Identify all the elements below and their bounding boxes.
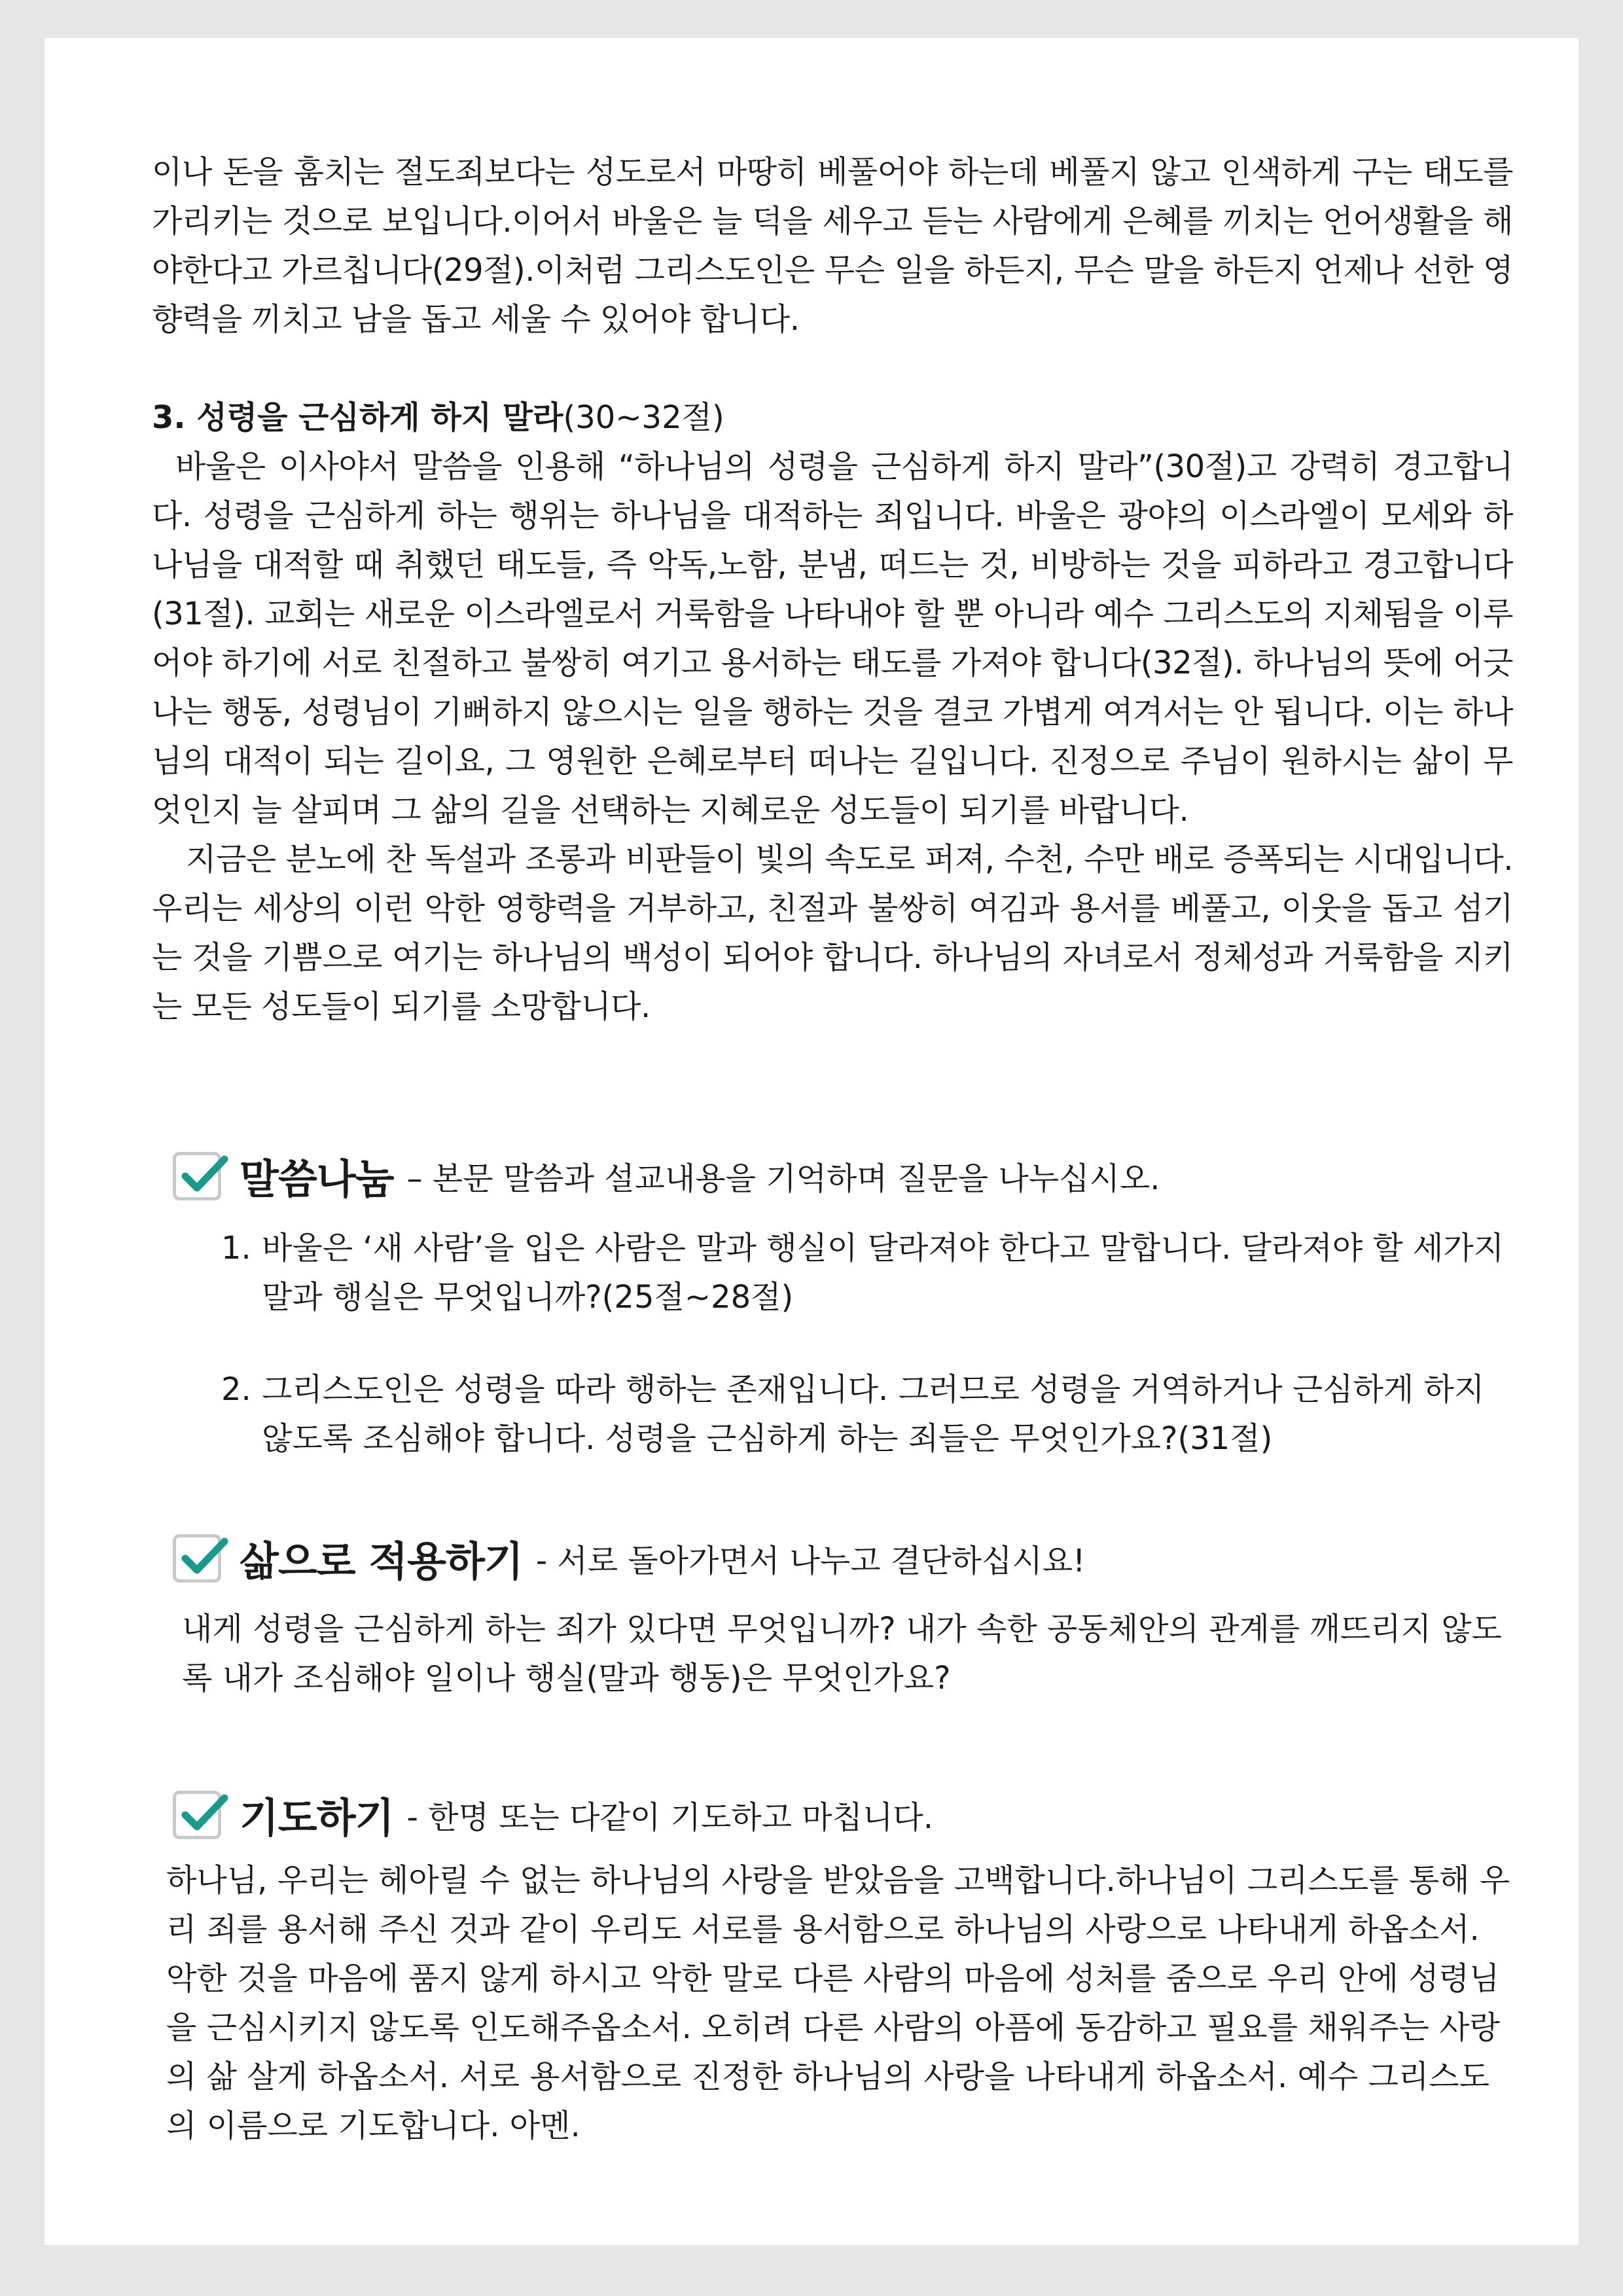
question-item xyxy=(221,1365,1524,1463)
checkbox-check-icon xyxy=(173,1152,221,1200)
question-number: 2. xyxy=(221,1371,251,1408)
sharing-title: 말씀나눔 xyxy=(240,1155,394,1203)
section-3-heading xyxy=(152,393,1513,442)
checkbox-check-icon xyxy=(173,1791,221,1839)
main-content xyxy=(152,148,1513,1031)
apply-subtitle: - 서로 돌아가면서 나누고 결단하십시요! xyxy=(535,1543,1086,1579)
apply-heading xyxy=(173,1529,1085,1587)
question-text: 그리스도인은 성령을 따라 행하는 존재입니다. 그러므로 성령을 거역하거나 근심하게 하지 않도록 조심해야 합니다. 성령을 근심하게 하는 죄들은 무엇인가요?(31절) xyxy=(262,1371,1485,1457)
check-mark-icon xyxy=(179,1149,228,1198)
prayer-text: 하나님, 우리는 헤아릴 수 없는 하나님의 사랑을 받았음을 고백합니다.하나님이 그리스도를 통해 우리 죄를 용서해 주신 것과 같이 우리도 서로를 용서함으로 하나님의 사랑으로 나타내게 하옵소서. 악한 것을 마음에 품지 않게 하시고 악한 말로 다른 사람의 마음에 성처를 줌으로 우리 안에 성령님을 근심시키지 않도록 인도해주옵소서. 오히려 다른 사람의 아픔에 동감하고 필요를 채워주는 사랑의 삶 살게 하옵소서. 서로 용서함으로 진정한 하나님의 사랑을 나타내게 하옵소서. 예수 그리스도의 이름으로 기도합니다. 아멘. xyxy=(166,1862,1510,2144)
question-text: 바울은 ‘새 사람’을 입은 사람은 말과 행실이 달라져야 한다고 말합니다. 달라져야 할 세가지 말과 행실은 무엇입니까?(25절~28절) xyxy=(262,1230,1505,1316)
apply-title: 삶으로 적용하기 xyxy=(240,1537,523,1585)
prayer-heading xyxy=(173,1785,933,1844)
intro-paragraph: 이나 돈을 훔치는 절도죄보다는 성도로서 마땅히 베풀어야 하는데 베풀지 않고 인색하게 구는 태도를 가리키는 것으로 보입니다.이어서 바울은 늘 덕을 세우고 듣는 사람에게 은혜를 끼치는 언어생활을 해야한다고 가르칩니다(29절).이처럼 그리스도인은 무슨 일을 하든지, 무슨 말을 하든지 언제나 선한 영향력을 끼치고 남을 돕고 세울 수 있어야 합니다. xyxy=(152,154,1513,338)
prayer-title: 기도하기 xyxy=(240,1794,394,1842)
section-3-paragraph-2: 지금은 분노에 찬 독설과 조롱과 비판들이 빛의 속도로 퍼져, 수천, 수만 배로 증폭되는 시대입니다. 우리는 세상의 이런 악한 영향력을 거부하고, 친절과 불쌍히 여김과 용서를 베풀고, 이웃을 돕고 섬기는 것을 기쁨으로 여기는 하나님의 백성이 되어야 합니다. 하나님의 자녀로서 정체성과 거룩함을 지키는 모든 성도들이 되기를 소망합니다. xyxy=(152,841,1513,1025)
apply-text: 내게 성령을 근심하게 하는 죄가 있다면 무엇입니까? 내가 속한 공동체안의 관계를 깨뜨리지 않도록 내가 조심해야 일이나 행실(말과 행동)은 무엇인가요? xyxy=(182,1611,1502,1696)
section-3-heading-ref: (30~32절) xyxy=(563,399,724,436)
question-list xyxy=(221,1224,1524,1463)
sharing-heading xyxy=(173,1147,1160,1205)
check-mark-icon xyxy=(179,1531,228,1581)
document-page xyxy=(45,38,1578,2245)
checkbox-check-icon xyxy=(173,1534,221,1583)
prayer-subtitle: - 한명 또는 다같이 기도하고 마칩니다. xyxy=(406,1799,933,1836)
question-number: 1. xyxy=(221,1230,251,1266)
section-3-paragraph-1: 바울은 이사야서 말씀을 인용해 “하나님의 성령을 근심하게 하지 말라”(30절)고 강력히 경고합니다. 성령을 근심하게 하는 행위는 하나님을 대적하는 죄입니다. 바울은 광야의 이스라엘이 모세와 하나님을 대적할 때 취했던 태도들, 즉 악독,노함, 분냄, 떠드는 것, 비방하는 것을 피하라고 경고합니다(31절). 교회는 새로운 이스라엘로서 거룩함을 나타내야 할 뿐 아니라 예수 그리스도의 지체됨을 이루어야 하기에 서로 친절하고 불쌍히 여기고 용서하는 태도를 가져야 합니다(32절). 하나님의 뜻에 어긋나는 행동, 성령님이 기뻐하지 않으시는 일을 행하는 것을 결코 가볍게 여겨서는 안 됩니다. 이는 하나님의 대적이 되는 길이요, 그 영원한 은혜로부터 떠나는 길입니다. 진정으로 주님이 원하시는 삶이 무엇인지 늘 살피며 그 삶의 길을 선택하는 지혜로운 성도들이 되기를 바랍니다. xyxy=(152,448,1513,829)
question-item xyxy=(221,1224,1524,1322)
sharing-subtitle: – 본문 말씀과 설교내용을 기억하며 질문을 나누십시오. xyxy=(406,1160,1160,1197)
section-3-heading-bold: 3. 성령을 근심하게 하지 말라 xyxy=(152,399,563,436)
check-mark-icon xyxy=(179,1787,228,1837)
